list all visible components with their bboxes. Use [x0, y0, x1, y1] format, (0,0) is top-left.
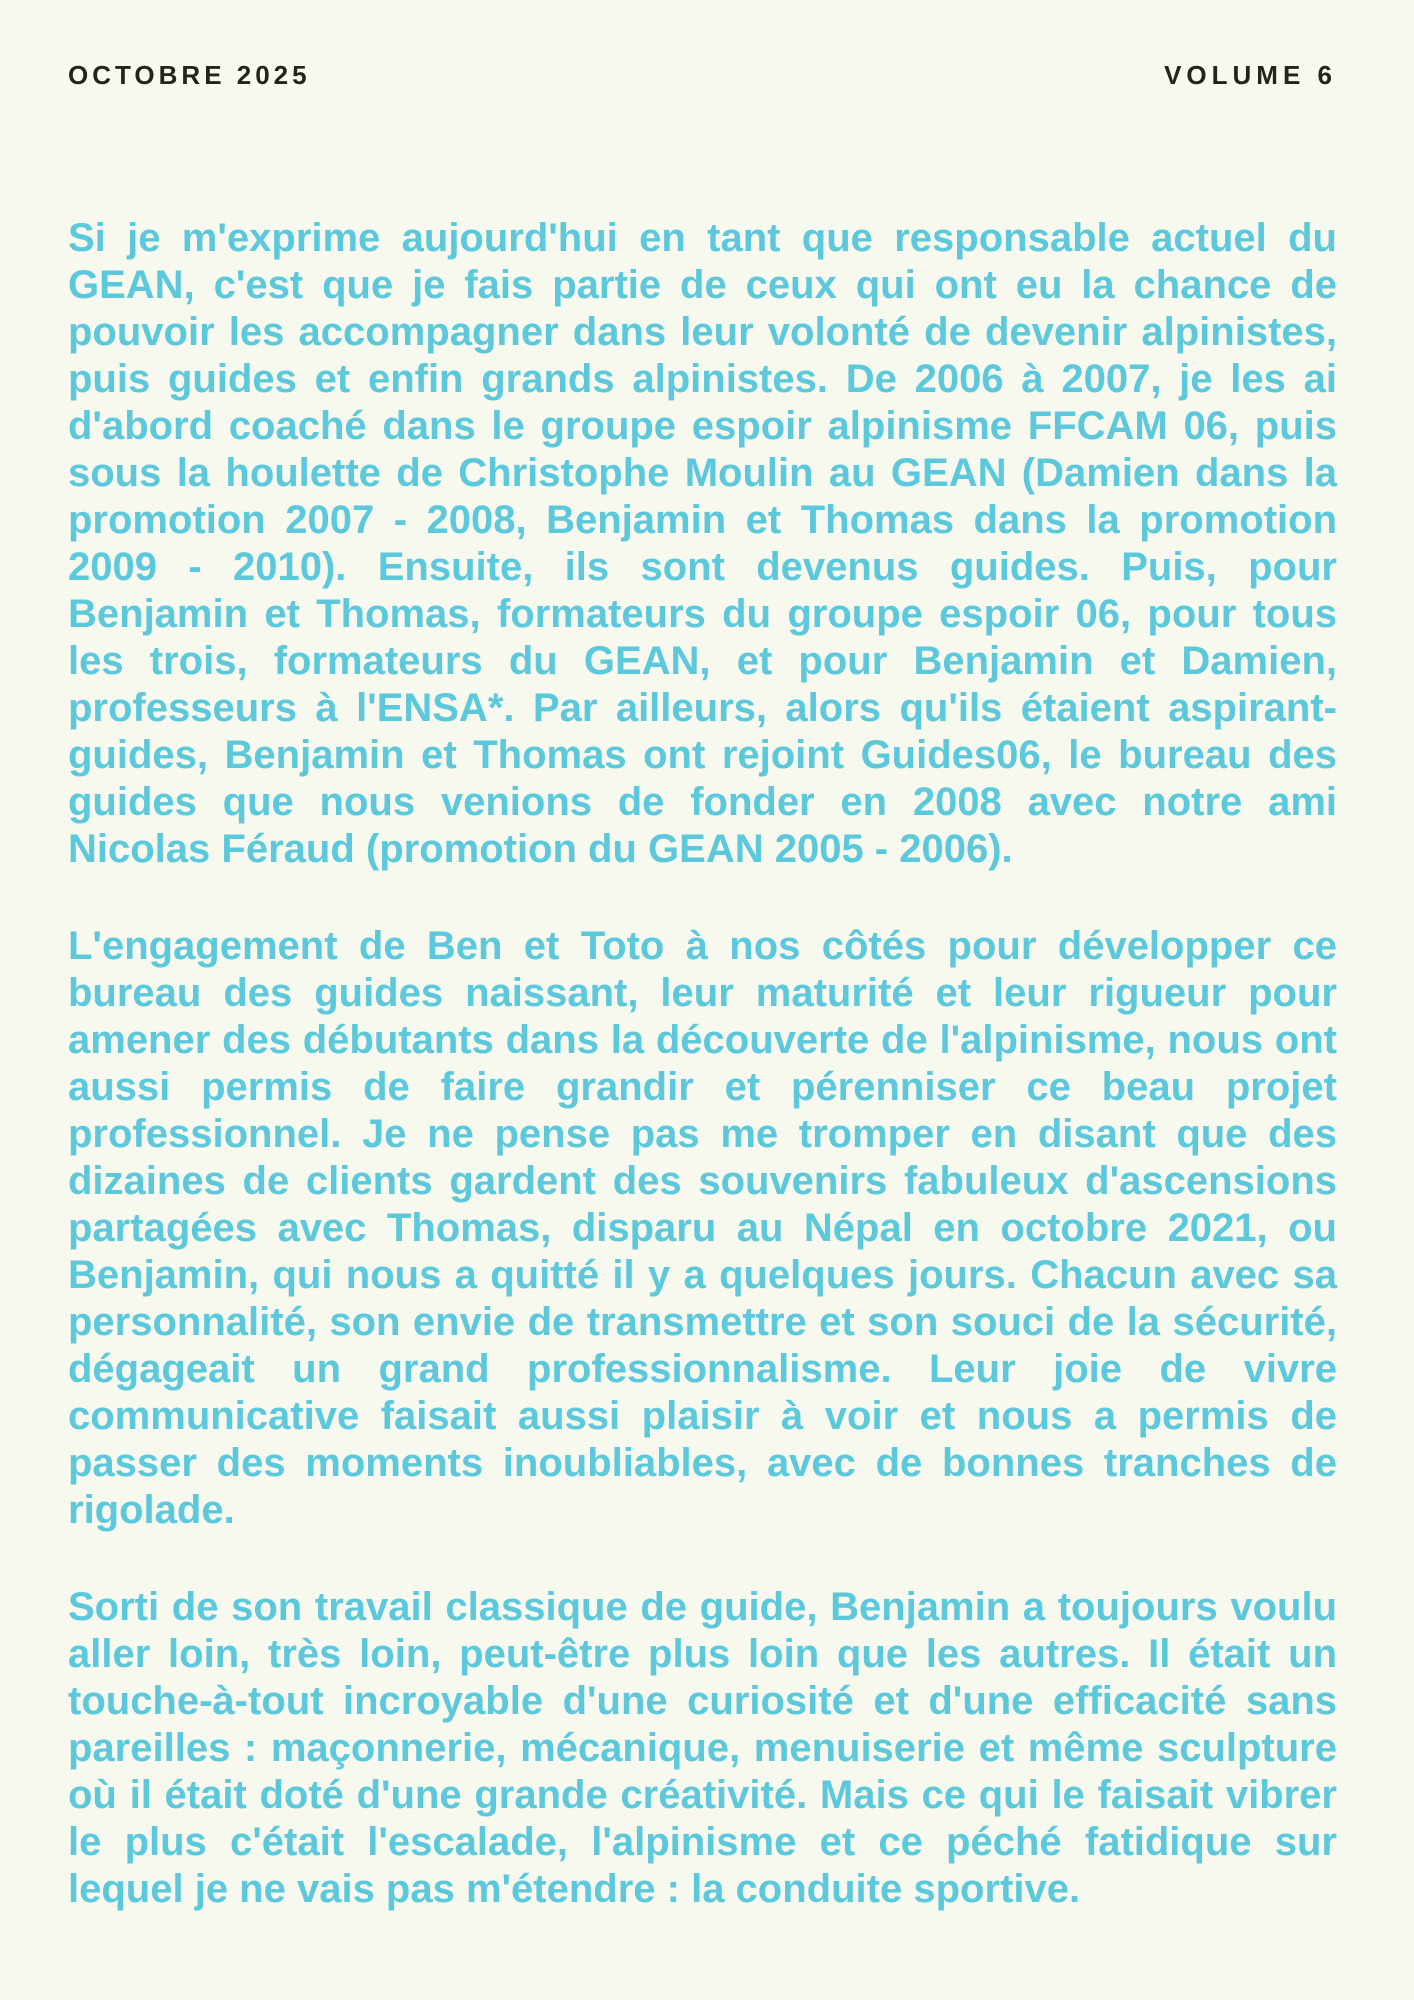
body-paragraph: Si je m'exprime aujourd'hui en tant que responsable actuel du GEAN, c'est que je fais partie de ceux qui ont eu la chance de pouvoir les accompagner dans leur volonté de devenir alpinistes, puis guides et enfin grands alpinistes. De 2006 à 2007, je les ai d'abord coaché dans le groupe espoir alpinisme FFCAM 06, puis sous la houlette de Christophe Moulin au GEAN (Damien dans la promotion 2007 - 2008, Benjamin et Thomas dans la promotion 2009 - 2010). Ensuite, ils sont devenus guides. Puis, pour Benjamin et Thomas, formateurs du groupe espoir 06, pour tous les trois, formateurs du GEAN, et pour Benjamin et Damien, professeurs à l'ENSA*. Par ailleurs, alors qu'ils étaient aspirant-guides, Benjamin et Thomas ont rejoint Guides06, le bureau des guides que nous venions de fonder en 2008 avec notre ami Nicolas Féraud (promotion du GEAN 2005 - 2006). [68, 216, 1337, 871]
masthead [68, 60, 1337, 91]
volume-label: VOLUME 6 [1164, 60, 1337, 90]
body-paragraph: Sorti de son travail classique de guide, Benjamin a toujours voulu aller loin, très loin, peut-être plus loin que les autres. Il était un touche-à-tout incroyable d'une curiosité et d'une efficacité sans pareilles : maçonnerie, mécanique, menuiserie et même sculpture où il était doté d'une grande créativité. Mais ce qui le faisait vibrer le plus c'était l'escalade, l'alpinisme et ce péché fatidique sur lequel je ne vais pas m'étendre : la conduite sportive. [68, 1585, 1337, 1911]
body-paragraph: L'engagement de Ben et Toto à nos côtés pour développer ce bureau des guides naissant, leur maturité et leur rigueur pour amener des débutants dans la découverte de l'alpinisme, nous ont aussi permis de faire grandir et pérenniser ce beau projet professionnel. Je ne pense pas me tromper en disant que des dizaines de clients gardent des souvenirs fabuleux d'ascensions partagées avec Thomas, disparu au Népal en octobre 2021, ou Benjamin, qui nous a quitté il y a quelques jours. Chacun avec sa personnalité, son envie de transmettre et son souci de la sécurité, dégageait un grand professionnalisme. Leur joie de vivre communicative faisait aussi plaisir à voir et nous a permis de passer des moments inoubliables, avec de bonnes tranches de rigolade. [68, 924, 1337, 1532]
issue-date: OCTOBRE 2025 [68, 60, 311, 90]
article-body [68, 215, 1337, 1913]
